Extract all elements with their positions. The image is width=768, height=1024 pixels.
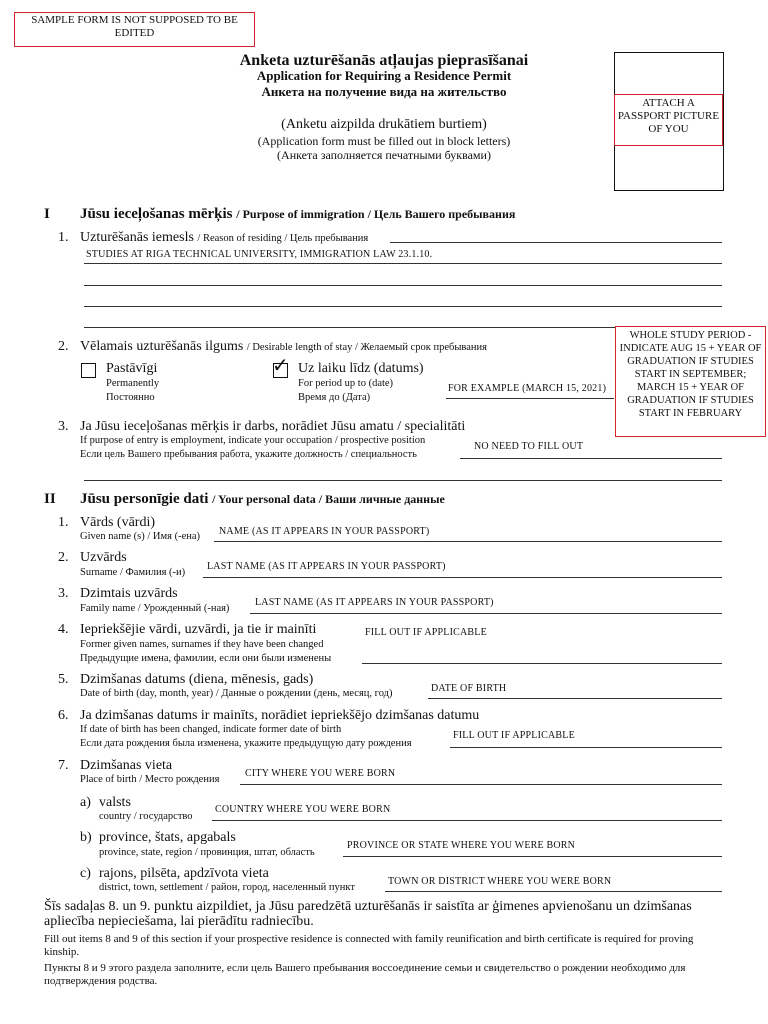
photo-note: ATTACH A PASSPORT PICTURE OF YOU [614, 94, 723, 146]
block-letters-note-en: (Application form must be filled out in block letters) [257, 134, 511, 148]
sample-notice: SAMPLE FORM IS NOT SUPPOSED TO BE EDITED [14, 12, 255, 47]
place-of-birth-value[interactable]: CITY WHERE YOU WERE BORN [245, 768, 396, 779]
date-value[interactable]: FOR EXAMPLE (MARCH 15, 2021) [448, 383, 607, 394]
place-of-birth-sub: Place of birth / Место рождения [80, 774, 220, 785]
district-sub: district, town, settlement / район, город, населенный пункт [99, 882, 355, 893]
reason-value[interactable]: STUDIES AT RIGA TECHNICAL UNIVERSITY, IMMIGRATION LAW 23.1.10. [86, 249, 433, 260]
sub-item-letter: b) [80, 830, 92, 845]
block-letters-note: (Anketu aizpilda drukātiem burtiem) [281, 117, 487, 132]
country-sub: country / государство [99, 811, 193, 822]
former-names-line [362, 663, 722, 664]
surname-value[interactable]: LAST NAME (AS IT APPEARS IN YOUR PASSPORT) [207, 561, 446, 572]
reason-label: Uzturēšanās iemesls / Reason of residing / Цель пребывания [80, 230, 369, 245]
family-name-label: Dzimtais uzvārds [80, 586, 178, 601]
province-sub: province, state, region / провинция, штат, область [99, 847, 315, 858]
surname-label: Uzvārds [80, 550, 127, 565]
check-mark-icon: ✓ [272, 353, 289, 377]
given-name-label: Vārds (vārdi) [80, 515, 156, 530]
former-names-sub-en: Former given names, surnames if they have been changed [80, 639, 324, 650]
former-names-label: Iepriekšējie vārdi, uzvārdi, ja tie ir mainīti [80, 622, 317, 637]
surname-sub: Surname / Фамилия (-и) [80, 567, 186, 578]
form-title-en: Application for Requiring a Residence Permit [256, 68, 512, 83]
family-reunification-note-lv: Šīs sadaļas 8. un 9. punktu aizpildiet, ja Jūsu paredzētā uzturēšanās ir saistīta ar ģimenes apvienošanu un dzimšanas apliecība nepieciešama, lai pierādītu radniecību. [44, 899, 692, 929]
sub-item-letter: a) [80, 795, 91, 810]
former-dob-value[interactable]: FILL OUT IF APPLICABLE [453, 730, 575, 741]
date-of-birth-label: Dzimšanas datums (diena, mēnesis, gads) [80, 672, 314, 687]
country-value[interactable]: COUNTRY WHERE YOU WERE BORN [215, 804, 391, 815]
section-1-heading [44, 206, 50, 223]
country-line [212, 820, 722, 821]
given-name-value[interactable]: NAME (AS IT APPEARS IN YOUR PASSPORT) [219, 526, 430, 537]
temporary-option-label: Uz laiku līdz (datums) [298, 361, 424, 376]
item-number: 2. [58, 339, 69, 354]
family-name-sub: Family name / Урожденный (-ная) [80, 603, 230, 614]
date-of-birth-value[interactable]: DATE OF BIRTH [431, 683, 507, 694]
district-value[interactable]: TOWN OR DISTRICT WHERE YOU WERE BORN [388, 876, 612, 887]
item-number: 3. [58, 586, 69, 601]
family-reunification-note-en: Fill out items 8 and 9 of this section if your prospective residence is connected with family reunification and birth certificate is required for proving kinship. [44, 933, 694, 958]
permanent-option-ru: Постоянно [106, 392, 155, 403]
block-letters-note-ru: (Анкета заполняется печатными буквами) [277, 148, 491, 162]
family-name-line [250, 613, 722, 614]
form-title-ru: Анкета на получение вида на жительство [261, 84, 507, 99]
section-2-title: Jūsu personīgie dati / Your personal data / Ваши личные данные [80, 491, 445, 507]
reason-line-3 [84, 285, 722, 286]
date-line [446, 398, 614, 399]
district-line [385, 891, 722, 892]
country-label: valsts [99, 795, 131, 810]
province-line [343, 856, 722, 857]
form-title: Anketa uzturēšanās atļaujas pieprasīšanai [239, 52, 529, 69]
section-1-title: Jūsu ieceļošanas mērķis / Purpose of immigration / Цель Вашего пребывания [80, 206, 516, 222]
occupation-sub-ru: Если цель Вашего пребывания работа, укажите должность / специальность [80, 449, 417, 460]
section-2-heading [44, 491, 56, 508]
occupation-value[interactable]: NO NEED TO FILL OUT [474, 441, 584, 452]
item-number: 5. [58, 672, 69, 687]
date-of-birth-sub: Date of birth (day, month, year) / Данные о рождении (день, месяц, год) [80, 688, 393, 699]
former-dob-sub-ru: Если дата рождения была изменена, укажите предыдущую дату рождения [80, 738, 412, 749]
temporary-option-en: For period up to (date) [298, 378, 394, 389]
given-name-line [214, 541, 722, 542]
permanent-option-en: Permanently [106, 378, 160, 389]
section-1-roman: I [44, 206, 50, 222]
former-names-value[interactable]: FILL OUT IF APPLICABLE [365, 627, 487, 638]
place-of-birth-label: Dzimšanas vieta [80, 758, 173, 773]
item-number: 4. [58, 622, 69, 637]
sub-item-letter: c) [80, 866, 91, 881]
reason-line [390, 242, 722, 243]
province-value[interactable]: PROVINCE OR STATE WHERE YOU WERE BORN [347, 840, 576, 851]
occupation-sub-en: If purpose of entry is employment, indicate your occupation / prospective position [80, 435, 426, 446]
item-number: 1. [58, 515, 69, 530]
surname-line [203, 577, 722, 578]
place-of-birth-line [240, 784, 722, 785]
length-of-stay-label: Vēlamais uzturēšanās ilgums / Desirable length of stay / Желаемый срок пребывания [80, 339, 487, 354]
former-dob-label: Ja dzimšanas datums ir mainīts, norādiet iepriekšējo dzimšanas datumu [80, 708, 480, 723]
occupation-line-2 [84, 480, 722, 481]
reason-line-4 [84, 306, 722, 307]
permanent-option-label: Pastāvīgi [106, 361, 158, 376]
item-number: 6. [58, 708, 69, 723]
permanent-checkbox[interactable] [81, 363, 96, 378]
item-number: 1. [58, 230, 69, 245]
study-period-note: WHOLE STUDY PERIOD - INDICATE AUG 15 + YEAR OF GRADUATION IF STUDIES START IN SEPTEMBER; MARCH 15 + YEAR OF GRADUATION IF STUDIES START IN FEBRUARY [615, 326, 766, 437]
former-dob-sub-en: If date of birth has been changed, indicate former date of birth [80, 724, 342, 735]
district-label: rajons, pilsēta, apdzīvota vieta [99, 866, 269, 881]
section-2-roman: II [44, 491, 56, 507]
given-name-sub: Given name (s) / Имя (-ена) [80, 531, 201, 542]
item-number: 3. [58, 419, 69, 434]
occupation-label: Ja Jūsu ieceļošanas mērķis ir darbs, norādiet Jūsu amatu / specialitāti [80, 419, 466, 434]
former-names-sub-ru: Предыдущие имена, фамилии, если они были изменены [80, 653, 332, 664]
reason-line-2 [84, 263, 722, 264]
former-dob-line [450, 747, 722, 748]
family-name-value[interactable]: LAST NAME (AS IT APPEARS IN YOUR PASSPORT) [255, 597, 494, 608]
date-of-birth-line [428, 698, 722, 699]
temporary-option-ru: Время до (Дата) [298, 392, 371, 403]
occupation-line [460, 458, 722, 459]
item-number: 7. [58, 758, 69, 773]
item-number: 2. [58, 550, 69, 565]
family-reunification-note-ru: Пункты 8 и 9 этого раздела заполните, если цель Вашего пребывания воссоединение семьи и свидетельство о рождении необходимо для подтверждения родства. [44, 962, 686, 987]
province-label: province, štats, apgabals [99, 830, 236, 845]
